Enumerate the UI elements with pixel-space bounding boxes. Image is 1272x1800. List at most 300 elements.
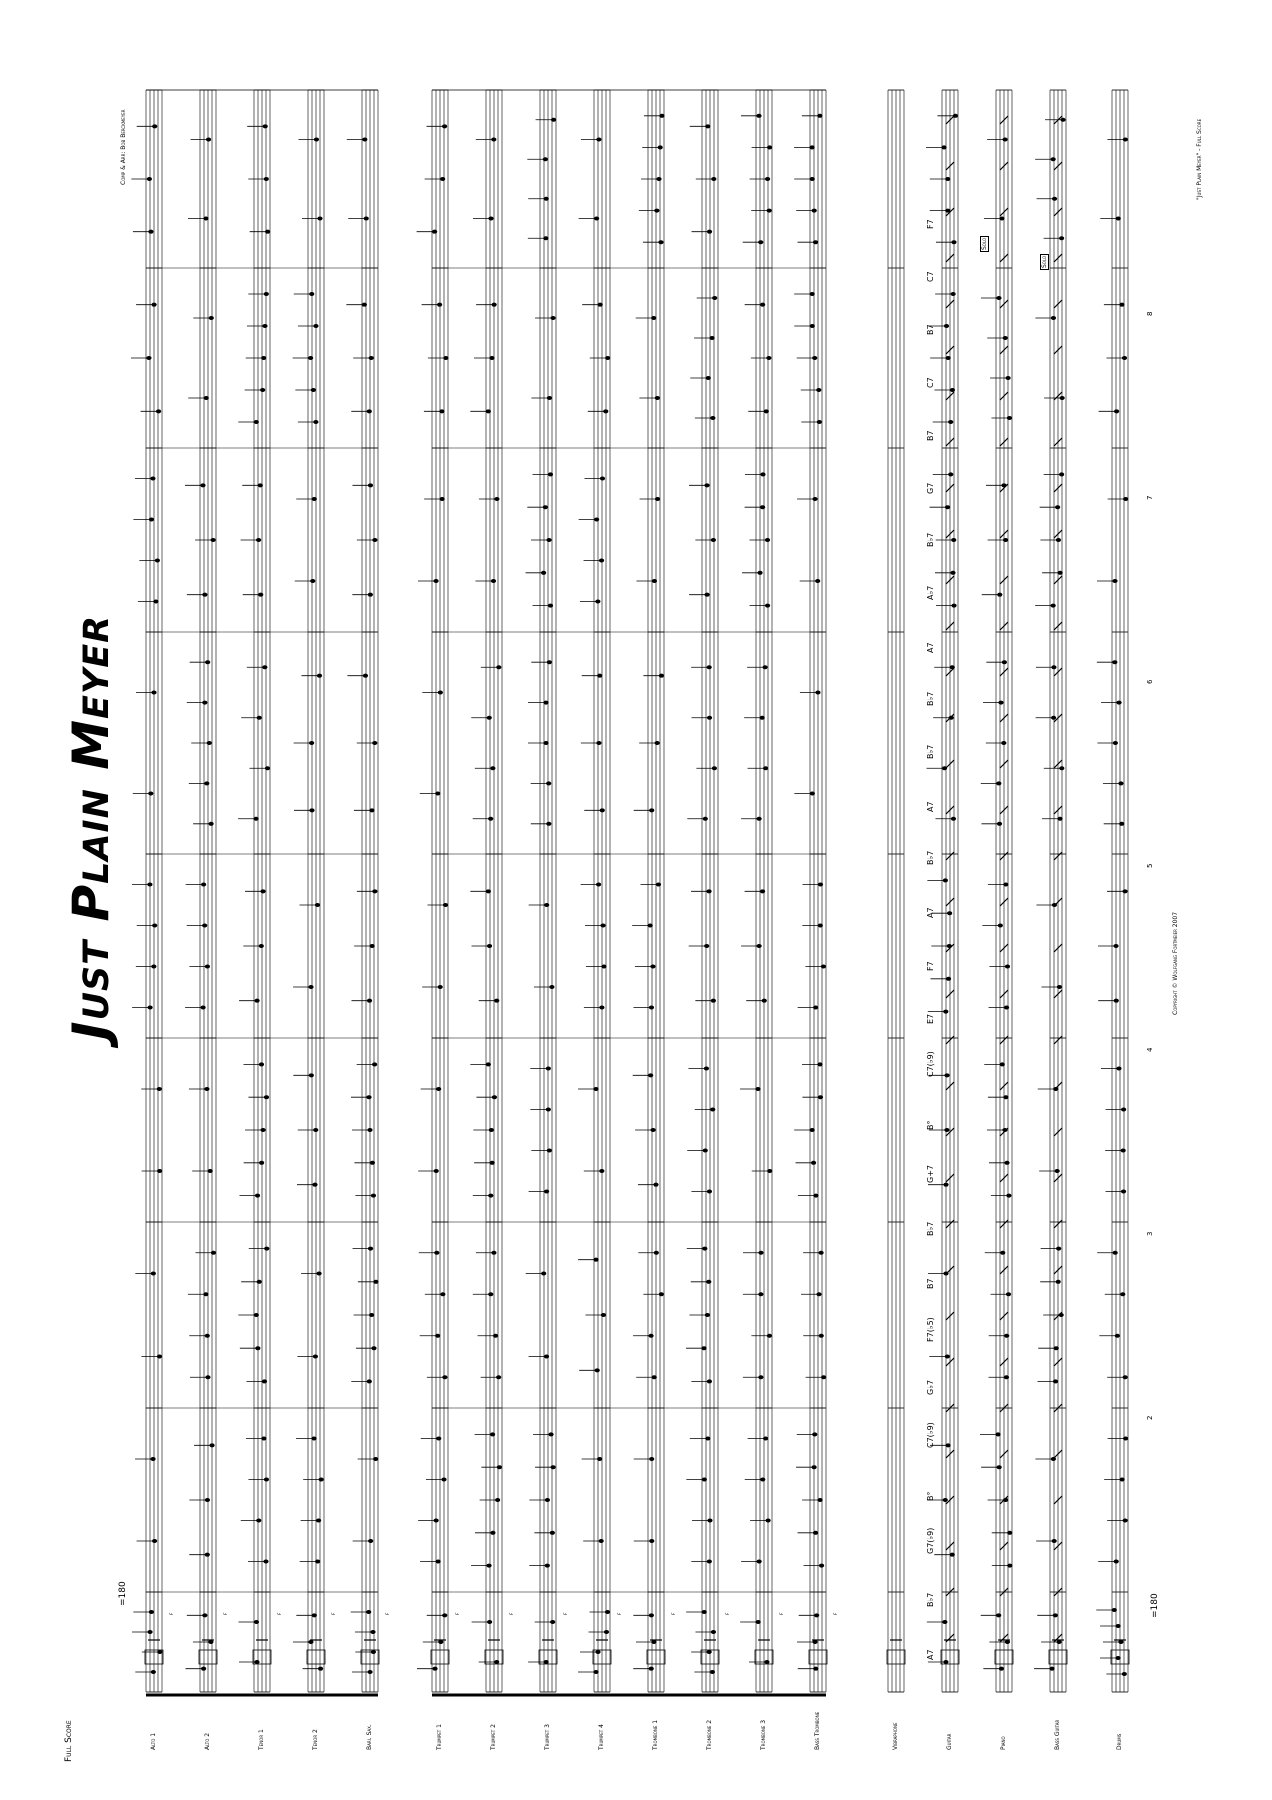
note-head bbox=[762, 665, 767, 669]
instrument-label: Trumpet 1 bbox=[436, 1724, 443, 1750]
note-head bbox=[1053, 1379, 1058, 1383]
note-head bbox=[486, 409, 491, 413]
instrument-label: Tenor 1 bbox=[258, 1729, 265, 1750]
note-head bbox=[366, 1610, 371, 1614]
note-head bbox=[1056, 538, 1061, 542]
note-head bbox=[1004, 1375, 1009, 1379]
note-head bbox=[652, 1375, 657, 1379]
note-head bbox=[318, 1667, 323, 1671]
note-head bbox=[547, 396, 552, 400]
note-head bbox=[1007, 416, 1012, 420]
note-head bbox=[811, 1161, 816, 1165]
note-head bbox=[817, 114, 822, 118]
note-head bbox=[372, 1062, 377, 1066]
note-head bbox=[202, 1613, 207, 1617]
note-head bbox=[760, 472, 765, 476]
note-head bbox=[999, 1667, 1004, 1671]
note-head bbox=[810, 324, 815, 328]
note-head bbox=[649, 1667, 654, 1671]
measure-number: 2 bbox=[1146, 1415, 1154, 1420]
note-head bbox=[254, 1660, 259, 1664]
note-head bbox=[153, 600, 158, 604]
note-head bbox=[1114, 409, 1119, 413]
note-head bbox=[308, 1640, 313, 1644]
note-head bbox=[599, 1539, 604, 1543]
note-head bbox=[206, 138, 211, 142]
note-head bbox=[488, 817, 493, 821]
note-head bbox=[604, 1630, 609, 1634]
note-head bbox=[543, 157, 548, 161]
note-head bbox=[1003, 538, 1008, 542]
note-head bbox=[1003, 1095, 1008, 1099]
note-head bbox=[1122, 1672, 1127, 1676]
note-head bbox=[205, 1498, 210, 1502]
dynamic-marking: f bbox=[276, 1612, 283, 1615]
note-head bbox=[309, 1073, 314, 1077]
note-head bbox=[254, 1313, 259, 1317]
note-head bbox=[756, 1620, 761, 1624]
note-head bbox=[492, 1095, 497, 1099]
chord-symbol: G7(♭9) bbox=[926, 1527, 935, 1554]
note-head bbox=[998, 701, 1003, 705]
instrument-label: Trumpet 4 bbox=[598, 1724, 605, 1750]
note-head bbox=[434, 1169, 439, 1173]
note-head bbox=[441, 1478, 446, 1482]
note-head bbox=[812, 209, 817, 213]
note-head bbox=[655, 396, 660, 400]
note-head bbox=[544, 1660, 549, 1664]
footer-text: "Just Plain Meyer" - Full Score bbox=[1196, 118, 1203, 200]
note-head bbox=[1051, 604, 1056, 608]
note-head bbox=[544, 1355, 549, 1359]
dynamic-marking: f bbox=[778, 1612, 785, 1615]
note-head bbox=[369, 808, 374, 812]
note-head bbox=[309, 292, 314, 296]
note-head bbox=[494, 999, 499, 1003]
note-head bbox=[315, 903, 320, 907]
note-head bbox=[710, 416, 715, 420]
note-head bbox=[543, 236, 548, 240]
note-head bbox=[1118, 1640, 1123, 1644]
note-head bbox=[765, 1519, 770, 1523]
note-head bbox=[658, 240, 663, 244]
note-head bbox=[1051, 665, 1056, 669]
note-head bbox=[810, 792, 815, 796]
note-head bbox=[367, 1379, 372, 1383]
instrument-label: Trombone 2 bbox=[706, 1719, 713, 1750]
note-head bbox=[545, 1564, 550, 1568]
note-head bbox=[264, 1247, 269, 1251]
note-head bbox=[1056, 1247, 1061, 1251]
note-head bbox=[813, 1006, 818, 1010]
note-head bbox=[435, 792, 440, 796]
note-head bbox=[308, 356, 313, 360]
note-head bbox=[658, 145, 663, 149]
note-head bbox=[951, 604, 956, 608]
note-head bbox=[656, 883, 661, 887]
note-head bbox=[706, 889, 711, 893]
note-head bbox=[648, 924, 653, 928]
note-head bbox=[1123, 1375, 1128, 1379]
note-head bbox=[371, 1346, 376, 1350]
note-head bbox=[369, 1313, 374, 1317]
note-head bbox=[702, 1247, 707, 1251]
note-head bbox=[373, 1457, 378, 1461]
note-head bbox=[1003, 883, 1008, 887]
note-head bbox=[943, 1010, 948, 1014]
note-head bbox=[1112, 1608, 1117, 1612]
note-head bbox=[550, 1531, 555, 1535]
note-head bbox=[155, 559, 160, 563]
score-title: Just Plain Meyer bbox=[62, 614, 120, 1040]
instrument-label: Guitar bbox=[946, 1733, 953, 1750]
note-head bbox=[373, 1280, 378, 1284]
note-head bbox=[707, 1519, 712, 1523]
note-head bbox=[201, 883, 206, 887]
note-head bbox=[601, 965, 606, 969]
note-head bbox=[605, 356, 610, 360]
note-head bbox=[649, 808, 654, 812]
note-head bbox=[1123, 497, 1128, 501]
note-head bbox=[151, 691, 156, 695]
note-head bbox=[943, 1183, 948, 1187]
note-head bbox=[765, 177, 770, 181]
note-head bbox=[711, 538, 716, 542]
chord-symbol: B♭7 bbox=[926, 532, 935, 547]
note-head bbox=[1122, 356, 1127, 360]
note-head bbox=[550, 1465, 555, 1469]
note-head bbox=[1059, 236, 1064, 240]
note-head bbox=[259, 1062, 264, 1066]
instrument-label: Drums bbox=[1116, 1733, 1123, 1750]
note-head bbox=[819, 1334, 824, 1338]
note-head bbox=[1116, 217, 1121, 221]
note-head bbox=[763, 1437, 768, 1441]
note-head bbox=[943, 1498, 948, 1502]
note-head bbox=[1119, 303, 1124, 307]
note-head bbox=[995, 1432, 1000, 1436]
note-head bbox=[648, 1334, 653, 1338]
note-head bbox=[755, 1087, 760, 1091]
note-head bbox=[1114, 999, 1119, 1003]
note-head bbox=[308, 985, 313, 989]
note-head bbox=[704, 1067, 709, 1071]
note-head bbox=[816, 1292, 821, 1296]
note-head bbox=[710, 1670, 715, 1674]
measure-number: 7 bbox=[1146, 495, 1154, 500]
note-head bbox=[599, 1006, 604, 1010]
note-head bbox=[813, 1667, 818, 1671]
note-head bbox=[370, 1630, 375, 1634]
note-head bbox=[813, 1194, 818, 1198]
note-head bbox=[364, 217, 369, 221]
note-head bbox=[1060, 118, 1065, 122]
chord-symbol: F7 bbox=[926, 219, 935, 229]
note-head bbox=[1052, 1539, 1057, 1543]
dynamic-marking: f bbox=[508, 1612, 515, 1615]
note-head bbox=[202, 701, 207, 705]
chord-symbol: B♭7 bbox=[926, 1221, 935, 1236]
note-head bbox=[372, 741, 377, 745]
note-head bbox=[946, 977, 951, 981]
chord-symbol: F7(♭5) bbox=[926, 1317, 935, 1342]
note-head bbox=[490, 1531, 495, 1535]
chord-symbol: B7 bbox=[926, 324, 935, 335]
note-head bbox=[367, 1128, 372, 1132]
note-head bbox=[363, 674, 368, 678]
note-head bbox=[200, 1006, 205, 1010]
note-head bbox=[152, 124, 157, 128]
note-head bbox=[362, 138, 367, 142]
note-head bbox=[821, 965, 826, 969]
note-head bbox=[258, 483, 263, 487]
note-head bbox=[1000, 1062, 1005, 1066]
note-head bbox=[941, 145, 946, 149]
note-head bbox=[148, 230, 153, 234]
note-head bbox=[262, 665, 267, 669]
note-head bbox=[1119, 822, 1124, 826]
dynamic-marking: f bbox=[724, 1612, 731, 1615]
chord-symbol: B° bbox=[926, 1491, 935, 1501]
note-head bbox=[702, 1610, 707, 1614]
note-head bbox=[489, 1128, 494, 1132]
note-head bbox=[147, 883, 152, 887]
note-head bbox=[812, 1465, 817, 1469]
note-head bbox=[650, 965, 655, 969]
note-head bbox=[756, 944, 761, 948]
note-head bbox=[758, 1251, 763, 1255]
note-head bbox=[946, 356, 951, 360]
note-head bbox=[261, 356, 266, 360]
note-head bbox=[550, 1620, 555, 1624]
note-head bbox=[546, 822, 551, 826]
note-head bbox=[812, 497, 817, 501]
note-head bbox=[1122, 889, 1127, 893]
note-head bbox=[659, 114, 664, 118]
note-head bbox=[205, 1375, 210, 1379]
note-head bbox=[711, 1630, 716, 1634]
note-head bbox=[149, 1610, 154, 1614]
note-head bbox=[705, 124, 710, 128]
note-head bbox=[544, 197, 549, 201]
note-head bbox=[150, 477, 155, 481]
note-head bbox=[264, 1095, 269, 1099]
note-head bbox=[945, 1355, 950, 1359]
chord-symbol: A♭7 bbox=[926, 585, 935, 600]
note-head bbox=[650, 1128, 655, 1132]
note-head bbox=[649, 1539, 654, 1543]
instrument-label: Alto 2 bbox=[204, 1732, 211, 1750]
note-head bbox=[951, 240, 956, 244]
note-head bbox=[487, 1620, 492, 1624]
note-head bbox=[548, 472, 553, 476]
note-head bbox=[595, 1368, 600, 1372]
note-head bbox=[209, 822, 214, 826]
note-head bbox=[370, 944, 375, 948]
note-head bbox=[817, 1062, 822, 1066]
instrument-label: Tenor 2 bbox=[312, 1729, 319, 1750]
note-head bbox=[1002, 660, 1007, 664]
note-head bbox=[951, 292, 956, 296]
instrument-label: Piano bbox=[1000, 1736, 1007, 1750]
note-head bbox=[258, 593, 263, 597]
chord-symbol: B° bbox=[926, 1120, 935, 1130]
note-head bbox=[707, 230, 712, 234]
note-head bbox=[543, 505, 548, 509]
note-head bbox=[491, 579, 496, 583]
note-head bbox=[595, 600, 600, 604]
note-head bbox=[648, 1073, 653, 1077]
note-head bbox=[818, 883, 823, 887]
note-head bbox=[815, 579, 820, 583]
note-head bbox=[594, 518, 599, 522]
note-head bbox=[369, 356, 374, 360]
note-head bbox=[813, 240, 818, 244]
note-head bbox=[317, 217, 322, 221]
note-head bbox=[550, 316, 555, 320]
note-head bbox=[486, 889, 491, 893]
note-head bbox=[313, 1128, 318, 1132]
note-head bbox=[819, 1251, 824, 1255]
note-head bbox=[596, 883, 601, 887]
note-head bbox=[157, 1169, 162, 1173]
note-head bbox=[707, 1190, 712, 1194]
note-head bbox=[997, 822, 1002, 826]
note-head bbox=[758, 1375, 763, 1379]
note-head bbox=[207, 741, 212, 745]
note-head bbox=[433, 579, 438, 583]
note-head bbox=[205, 1334, 210, 1338]
note-head bbox=[368, 593, 373, 597]
note-head bbox=[659, 1292, 664, 1296]
note-head bbox=[156, 409, 161, 413]
note-head bbox=[703, 1149, 708, 1153]
note-head bbox=[544, 903, 549, 907]
note-head bbox=[1051, 716, 1056, 720]
note-head bbox=[655, 741, 660, 745]
note-head bbox=[767, 145, 772, 149]
note-head bbox=[442, 124, 447, 128]
note-head bbox=[208, 1640, 213, 1644]
note-head bbox=[1121, 1108, 1126, 1112]
note-head bbox=[204, 781, 209, 785]
note-head bbox=[999, 217, 1004, 221]
note-head bbox=[597, 1457, 602, 1461]
note-head bbox=[756, 114, 761, 118]
note-head bbox=[548, 1432, 553, 1436]
note-head bbox=[488, 217, 493, 221]
chord-symbol: A7 bbox=[926, 642, 935, 653]
note-head bbox=[652, 579, 657, 583]
note-head bbox=[942, 1620, 947, 1624]
note-head bbox=[1056, 1640, 1061, 1644]
dynamic-marking: f bbox=[454, 1612, 461, 1615]
note-head bbox=[760, 303, 765, 307]
note-head bbox=[1052, 197, 1057, 201]
note-head bbox=[760, 716, 765, 720]
chord-symbol: B♭7 bbox=[926, 850, 935, 865]
note-head bbox=[439, 409, 444, 413]
note-head bbox=[314, 138, 319, 142]
note-head bbox=[812, 356, 817, 360]
note-head bbox=[706, 376, 711, 380]
note-head bbox=[547, 660, 552, 664]
note-head bbox=[599, 559, 604, 563]
note-head bbox=[150, 1457, 155, 1461]
note-head bbox=[1054, 1346, 1059, 1350]
solo-label: Solo bbox=[1041, 255, 1048, 268]
note-head bbox=[262, 324, 267, 328]
note-head bbox=[1116, 1624, 1121, 1628]
note-head bbox=[316, 1272, 321, 1276]
note-head bbox=[211, 1251, 216, 1255]
note-head bbox=[319, 1478, 324, 1482]
note-head bbox=[655, 497, 660, 501]
note-head bbox=[317, 674, 322, 678]
note-head bbox=[1003, 336, 1008, 340]
note-head bbox=[148, 1006, 153, 1010]
note-head bbox=[546, 781, 551, 785]
note-head bbox=[442, 1375, 447, 1379]
note-head bbox=[815, 691, 820, 695]
note-head bbox=[151, 1272, 156, 1276]
note-head bbox=[813, 1531, 818, 1535]
note-head bbox=[264, 177, 269, 181]
note-head bbox=[712, 296, 717, 300]
note-head bbox=[1004, 1006, 1009, 1010]
note-head bbox=[765, 538, 770, 542]
note-head bbox=[998, 924, 1003, 928]
note-head bbox=[1120, 1292, 1125, 1296]
note-head bbox=[367, 1670, 372, 1674]
note-head bbox=[1121, 1190, 1126, 1194]
dynamic-marking: f bbox=[330, 1612, 337, 1615]
note-head bbox=[651, 1640, 656, 1644]
measure-number: 8 bbox=[1146, 311, 1154, 316]
note-head bbox=[710, 1108, 715, 1112]
note-head bbox=[944, 1128, 949, 1132]
note-head bbox=[762, 999, 767, 1003]
note-head bbox=[312, 1613, 317, 1617]
note-head bbox=[546, 538, 551, 542]
note-head bbox=[943, 878, 948, 882]
note-head bbox=[489, 356, 494, 360]
note-head bbox=[148, 792, 153, 796]
note-head bbox=[760, 505, 765, 509]
dynamic-marking: f bbox=[832, 1612, 839, 1615]
note-head bbox=[757, 571, 762, 575]
composer-credit: Comp & Arr: Bob Berckmeyer bbox=[120, 109, 127, 185]
note-head bbox=[435, 1334, 440, 1338]
note-head bbox=[1113, 1251, 1118, 1255]
note-head bbox=[157, 1650, 162, 1654]
note-head bbox=[760, 1478, 765, 1482]
note-head bbox=[440, 1292, 445, 1296]
note-head bbox=[649, 1457, 654, 1461]
note-head bbox=[1053, 1613, 1058, 1617]
note-head bbox=[440, 497, 445, 501]
note-head bbox=[487, 716, 492, 720]
note-head bbox=[368, 1539, 373, 1543]
note-head bbox=[312, 1183, 317, 1187]
note-head bbox=[767, 1169, 772, 1173]
chord-symbol: A7 bbox=[926, 801, 935, 812]
note-head bbox=[703, 817, 708, 821]
note-head bbox=[157, 1355, 162, 1359]
note-head bbox=[310, 579, 315, 583]
note-head bbox=[492, 303, 497, 307]
note-head bbox=[594, 217, 599, 221]
